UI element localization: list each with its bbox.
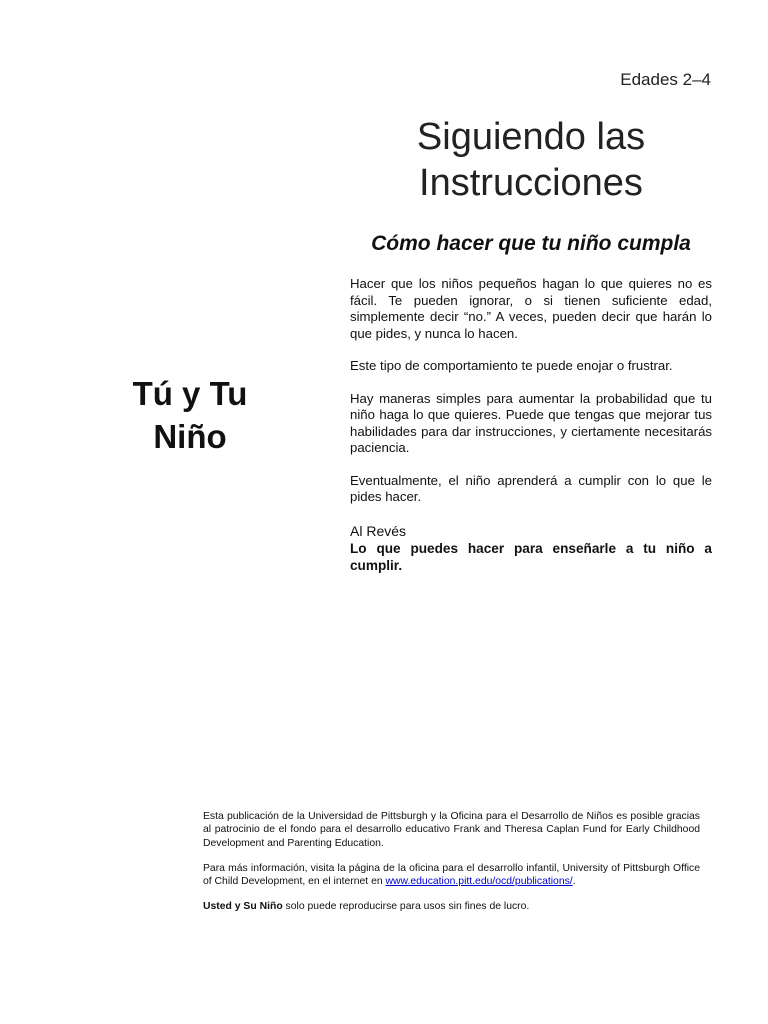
footer-info-text: Para más información, visita la página de la oficina para el desarrollo infantil, University of Pittsburgh Office of Child Development, en el internet en	[203, 862, 700, 888]
body-paragraph: Hacer que los niños pequeños hagan lo que quieres no es fácil. Te pueden ignorar, o si tienen suficiente edad, simplemente decir “no.” A veces, pueden decir que harán lo que pides, y nunca lo hacen.	[350, 276, 712, 341]
footer-info-suffix: .	[572, 876, 576, 888]
page-title-line-1: Siguiendo las	[416, 116, 646, 158]
footer-credit: Esta publicación de la Universidad de Pittsburgh y la Oficina para el Desarrollo de Niños es posible gracias al patrocinio de el fondo para el desarrollo educativo Frank and Theresa Caplan Fund for Early Childhood Development and Parenting Education.	[203, 811, 700, 849]
age-range: Edades 2–4	[620, 70, 711, 89]
reverse-side-note	[350, 522, 712, 574]
series-title-line-1: Tú y Tu	[132, 375, 248, 412]
footer-info	[203, 862, 700, 889]
series-title	[40, 372, 340, 458]
body-text	[350, 276, 712, 574]
body-paragraph: Eventualmente, el niño aprenderá a cumplir con lo que le pides hacer.	[350, 472, 712, 504]
page-subtitle: Cómo hacer que tu niño cumpla	[371, 232, 691, 255]
body-paragraph: Este tipo de comportamiento te puede enojar o frustrar.	[350, 358, 673, 373]
series-title-line-2: Niño	[153, 418, 227, 455]
body-paragraph: Hay maneras simples para aumentar la probabilidad que tu niño haga lo que quieres. Puede que tengas que mejorar tus habilidades para dar instrucciones, y ciertamente necesitarás paciencia.	[350, 390, 712, 455]
reverse-side-label: Al Revés	[350, 522, 407, 539]
footer-rights-text: solo puede reproducirse para usos sin fines de lucro.	[282, 901, 530, 913]
footer-rights	[203, 900, 700, 913]
page-title	[350, 114, 712, 206]
page-title-line-2: Instrucciones	[419, 162, 643, 204]
footer-rights-title: Usted y Su Niño	[203, 901, 283, 913]
footer	[203, 810, 700, 926]
publications-link[interactable]: www.education.pitt.edu/ocd/publications/	[385, 876, 573, 888]
reverse-side-text: Lo que puedes hacer para enseñarle a tu niño a cumplir.	[350, 540, 712, 573]
